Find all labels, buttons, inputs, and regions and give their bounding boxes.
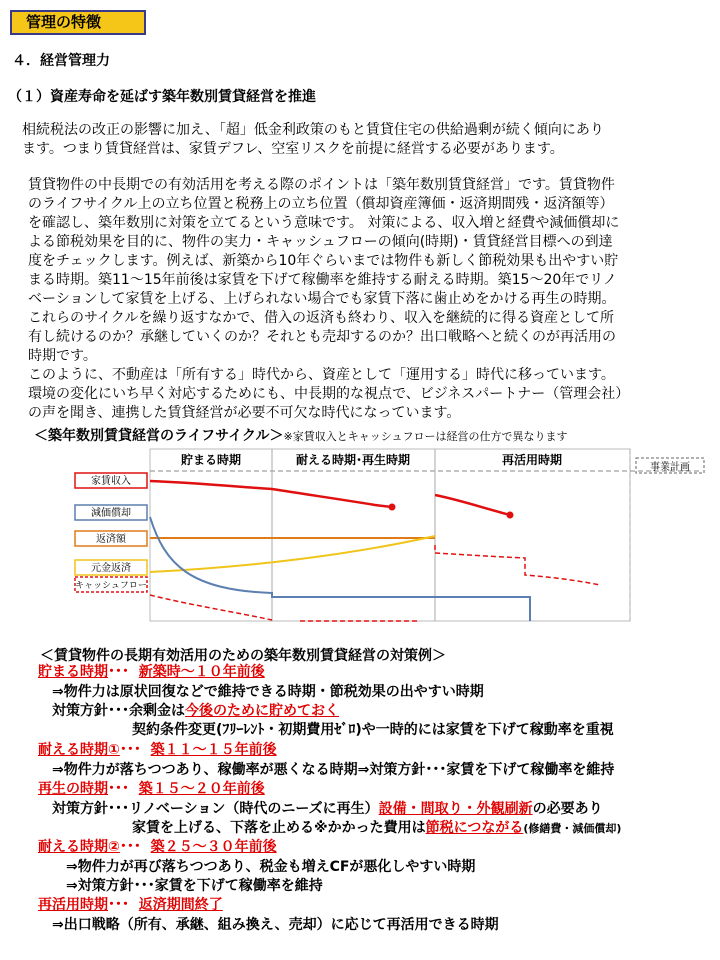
body-line: 環境の変化にいち早く対応するためにも、中長期的な視点で、ビジネスパートナー（管理会社） — [28, 386, 630, 402]
body-line: 賃貸物件の中長期での有効活用を考える際のポイントは「築年数別賃貸経営」です。賃貸物件 — [28, 177, 615, 193]
period-1-dots: ･･･ — [108, 664, 129, 680]
period-3-policy — [52, 800, 603, 819]
period-4-desc: ⇒物件力が再び落ちつつあり、税金も増えCFが悪化しやすい時期 — [66, 859, 476, 875]
period-3-line2-b: 節税につながる — [425, 820, 524, 836]
period-5-desc: ⇒出口戦略（所有、承継、組み換え、売却）に応じて再活用できる時期 — [52, 917, 499, 933]
period-3-policy-c: の必要あり — [532, 801, 603, 817]
legend-principal-label: 元金返済 — [91, 563, 131, 574]
period-4-label: 耐える時期② — [38, 839, 120, 855]
legend-cashflow-label: キャッシュフロー — [75, 581, 147, 591]
period-3-line2 — [132, 819, 621, 838]
period-2-desc: ⇒物件力が落ちつつあり、稼働率が悪くなる時期⇒対策方針･･･家賃を下げて稼働率を維持 — [52, 762, 615, 778]
period-4-policy: ⇒対策方針･･･家賃を下げて稼働率を維持 — [66, 878, 323, 894]
body-line: ベーションして家賃を上げる、上げられない場合でも家賃下落に歯止めをかける再生の時期。 — [28, 291, 616, 307]
plan-label: 事業計画 — [650, 462, 690, 473]
principal-line — [150, 536, 435, 572]
intro-line: 相続税法の改正の影響に加え、「超」低金利政策のもと賃貸住宅の供給過剰が続く傾向にあり — [22, 122, 604, 138]
body-line: このように、不動産は「所有する」時代から、資産として「運用する」時代に移っています。 — [28, 367, 615, 383]
page-title: 管理の特徴 — [26, 13, 102, 31]
period-1-policy-b: 今後のために貯めておく — [185, 703, 339, 719]
period-1-label: 貯まる時期 — [38, 664, 108, 680]
measure-period-1 — [38, 663, 265, 682]
rent-endpoint — [389, 504, 396, 511]
period-5-label: 再活用時期 — [38, 897, 108, 913]
rent-endpoint — [507, 512, 514, 519]
period-4-range: 築２５～３０年前後 — [150, 839, 277, 855]
subsection-heading: （１）資産寿命を延ばす築年数別賃貸経営を推進 — [8, 89, 316, 105]
body-line: これらのサイクルを繰り返すなかで、借入の返済も終わり、収入を継続的に得る資産として所 — [28, 310, 615, 326]
chart-title-text: ＜築年数別賃貸経営のライフサイクル＞ — [34, 428, 284, 444]
period-5-range: 返済期間終了 — [138, 897, 223, 913]
chart-plot-frame — [150, 449, 630, 621]
measure-period-4 — [38, 838, 277, 857]
intro-line: ます。つまり賃貸経営は、家賃デフレ、空室リスクを前提に経営する必要があります。 — [22, 141, 564, 157]
body-line: まる時期。築11～15年前後は家賃を下げて稼働率を維持する耐える時期。築15～20年でリノ — [28, 272, 617, 288]
legend-depreciation-label: 減価償却 — [91, 508, 131, 519]
rent-line — [150, 481, 510, 515]
lifecycle-chart — [0, 445, 720, 630]
period-1-policy — [52, 702, 339, 721]
period-1-policy-a: 対策方針･･･余剰金は — [52, 703, 185, 719]
period-label-3: 再活用時期 — [501, 453, 563, 467]
period-2-label: 耐える時期① — [38, 742, 120, 758]
period-3-line2-a: 家賃を上げる、下落を止める※かかった費用は — [132, 820, 426, 836]
period-2-dots: ･･･ — [119, 742, 141, 758]
intro-paragraph — [22, 121, 604, 159]
period-1-range: 新築時～１０年前後 — [138, 664, 265, 680]
period-1-desc: ⇒物件力は原状回復などで維持できる時期・節税効果の出やすい時期 — [52, 684, 484, 700]
period-3-label: 再生の時期 — [38, 781, 108, 797]
measure-period-2 — [38, 741, 277, 760]
body-line: よる節税効果を目的に、物件の実力・キャッシュフローの傾向(時期)・賃貸経営目標への到達 — [28, 234, 613, 250]
body-line: の声を聞き、連携した賃貸経営が必要不可欠な時代になっています。 — [28, 405, 461, 421]
measure-period-3 — [38, 780, 265, 799]
legend-rent-label: 家賃収入 — [91, 476, 131, 487]
period-3-policy-b: 設備・間取り・外観刷新 — [378, 801, 533, 817]
body-line: 時期です。 — [28, 348, 97, 364]
period-5-dots: ･･･ — [108, 897, 129, 913]
period-3-range: 築１５～２０年前後 — [138, 781, 265, 797]
body-line: 度をチェックします。例えば、新築から10年ぐらいまでは物件も新しく節税効果も出やすい貯 — [28, 253, 619, 269]
period-label-2: 耐える時期･再生時期 — [295, 453, 411, 467]
legend-repayment-label: 返済額 — [96, 534, 126, 545]
body-line: を確認し、築年数別に対策を立てるという意味です。 対策による、収入増と経費や減価償却に — [28, 215, 620, 231]
period-3-policy-a: 対策方針･･･リノベーション（時代のニーズに再生） — [52, 801, 379, 817]
body-line: 有し続けるのか？承継していくのか？それとも売却するのか？出口戦略へと続くのが再活用の — [28, 329, 616, 345]
period-3-dots: ･･･ — [108, 781, 129, 797]
body-line: のライフサイクル上の立ち位置と税務上の立ち位置（償却資産簿価・返済期間残・返済額等） — [28, 196, 614, 212]
period-1-policy-c: 契約条件変更(ﾌﾘｰﾚﾝﾄ・初期費用ｾﾞﾛ)や一時的には家賃を下げて稼動率を重視 — [132, 722, 614, 738]
cashflow-line — [150, 545, 600, 621]
period-3-line2-c: (修繕費・減価償却) — [523, 822, 622, 835]
chart-note: ※家賃収入とキャッシュフローは経営の仕方で異なります — [283, 430, 568, 443]
body-paragraph — [28, 176, 629, 423]
measures-title: ＜賃貸物件の長期有効活用のための築年数別賃貸経営の対策例＞ — [40, 648, 446, 664]
page-title-badge — [10, 10, 146, 35]
measure-period-5 — [38, 896, 223, 915]
chart-title — [34, 425, 567, 445]
period-4-dots: ･･･ — [119, 839, 141, 855]
section-heading: ４．経営管理力 — [12, 53, 110, 69]
period-label-1: 貯まる時期 — [180, 453, 242, 467]
period-2-range: 築１１～１５年前後 — [150, 742, 277, 758]
